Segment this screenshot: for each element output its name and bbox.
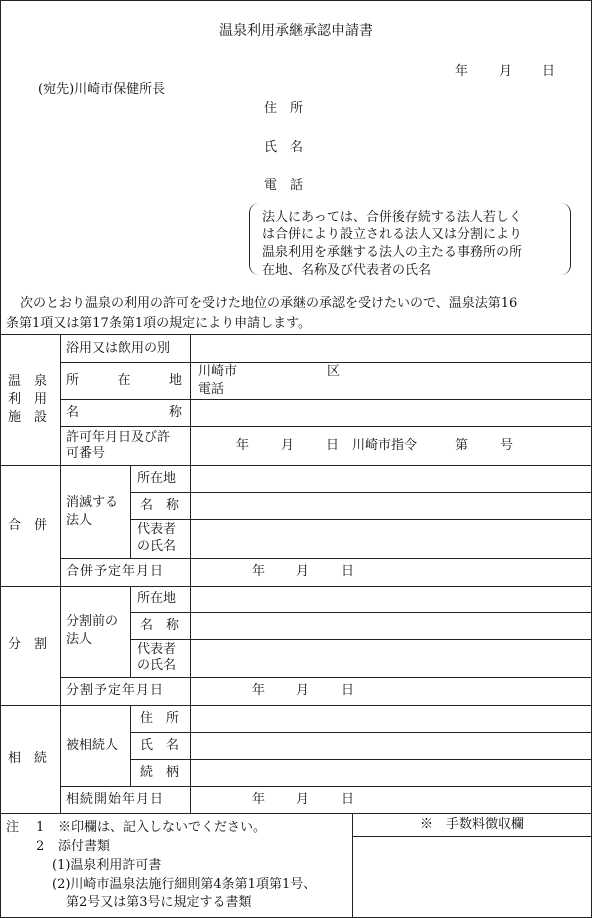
facility-name-label: 名 称: [66, 405, 182, 420]
date-month: 月: [499, 64, 513, 79]
permit-label: 許可年月日及び許: [66, 430, 171, 445]
inheritance-year: 年: [252, 792, 266, 807]
intro-line: 条第1項又は第17条第1項の規定により申請します。: [6, 316, 312, 331]
inheritance-name-label: 氏 名: [140, 738, 180, 753]
split-entity-label: 分割前の: [66, 614, 119, 629]
merger-rep-label: の氏名: [137, 539, 177, 554]
corporate-note-line: 法人にあっては、合併後存続する法人若しく: [262, 210, 522, 225]
split-month: 月: [296, 683, 310, 698]
corporate-note-line: 温泉利用を承継する法人の主たる事務所の所: [262, 245, 523, 260]
permit-order: 川崎市指令: [352, 438, 418, 453]
form-title: 温泉利用承継承認申請書: [219, 23, 373, 39]
facility-section-label: 利 用: [8, 392, 48, 407]
permit-month: 月: [281, 438, 295, 453]
split-year: 年: [252, 683, 266, 698]
note-2-number: 2: [36, 839, 45, 854]
merger-month: 月: [296, 564, 310, 579]
merger-rep-label: 代表者: [137, 522, 177, 537]
merger-year: 年: [252, 564, 266, 579]
split-day: 日: [341, 683, 355, 698]
inheritance-month: 月: [296, 792, 310, 807]
split-rep-label: 代表者: [137, 642, 177, 657]
permit-label: 可番号: [66, 446, 106, 461]
note-1-number: 1: [36, 820, 45, 835]
applicant-address-label: 住 所: [264, 101, 304, 116]
inheritance-day: 日: [341, 792, 355, 807]
permit-day: 日: [326, 438, 340, 453]
corporate-note-line: は合併により設立される法人又は分割により: [262, 227, 523, 242]
permit-year: 年: [236, 438, 250, 453]
location-ward: 区: [327, 364, 341, 379]
attachment-1: (1)温泉利用許可書: [52, 858, 162, 873]
date-day: 日: [542, 64, 556, 79]
date-year: 年: [455, 64, 469, 79]
inheritance-section-label: 相 続: [8, 751, 48, 766]
notes-lead: 注: [6, 820, 20, 835]
permit-dai: 第: [455, 438, 469, 453]
intro-line: 次のとおり温泉の利用の許可を受けた地位の承継の承認を受けたいので、温泉法第16: [20, 296, 518, 311]
applicant-name-label: 氏 名: [264, 140, 304, 155]
attachment-2: (2)川崎市温泉法施行細則第4条第1項第1号、: [52, 877, 317, 892]
table-top-border: [0, 334, 592, 335]
note-1: ※印欄は、記入しないでください。: [58, 820, 267, 835]
location-phone: 電話: [198, 382, 225, 397]
corporate-note-line: 在地、名称及び代表者の氏名: [262, 263, 432, 278]
location-label: 所 在 地: [66, 373, 182, 388]
note-2: 添付書類: [58, 839, 111, 854]
split-name-label: 名 称: [140, 618, 180, 633]
permit-go: 号: [500, 438, 514, 453]
merger-location-label: 所在地: [137, 471, 177, 486]
merger-day: 日: [341, 564, 355, 579]
bath-or-drink-label: 浴用又は飲用の別: [66, 341, 171, 356]
fee-box-label: ※ 手数料徴収欄: [419, 817, 524, 832]
attachment-2-cont: 第2号又は第3号に規定する書類: [66, 895, 252, 910]
inheritance-start-label: 相続開始年月日: [66, 792, 165, 807]
facility-section-label: 施 設: [8, 410, 48, 425]
merger-entity-label: 消滅する: [66, 495, 119, 510]
inheritance-address-label: 住 所: [140, 711, 180, 726]
merger-section-label: 合 併: [8, 518, 48, 533]
inheritance-relation-label: 続 柄: [140, 765, 180, 780]
facility-section-label: 温 泉: [8, 374, 48, 389]
split-entity-label: 法人: [66, 632, 93, 647]
merger-planned-label: 合併予定年月日: [66, 564, 165, 579]
applicant-phone-label: 電 話: [264, 178, 304, 193]
split-rep-label: の氏名: [137, 658, 177, 673]
addressee: (宛先)川崎市保健所長: [38, 82, 166, 97]
split-location-label: 所在地: [137, 591, 177, 606]
merger-name-label: 名 称: [140, 498, 180, 513]
split-planned-label: 分割予定年月日: [66, 683, 165, 698]
merger-entity-label: 法人: [66, 513, 93, 528]
location-city: 川崎市: [198, 364, 238, 379]
inheritance-entity-label: 被相続人: [66, 738, 119, 753]
split-section-label: 分 割: [8, 637, 48, 652]
